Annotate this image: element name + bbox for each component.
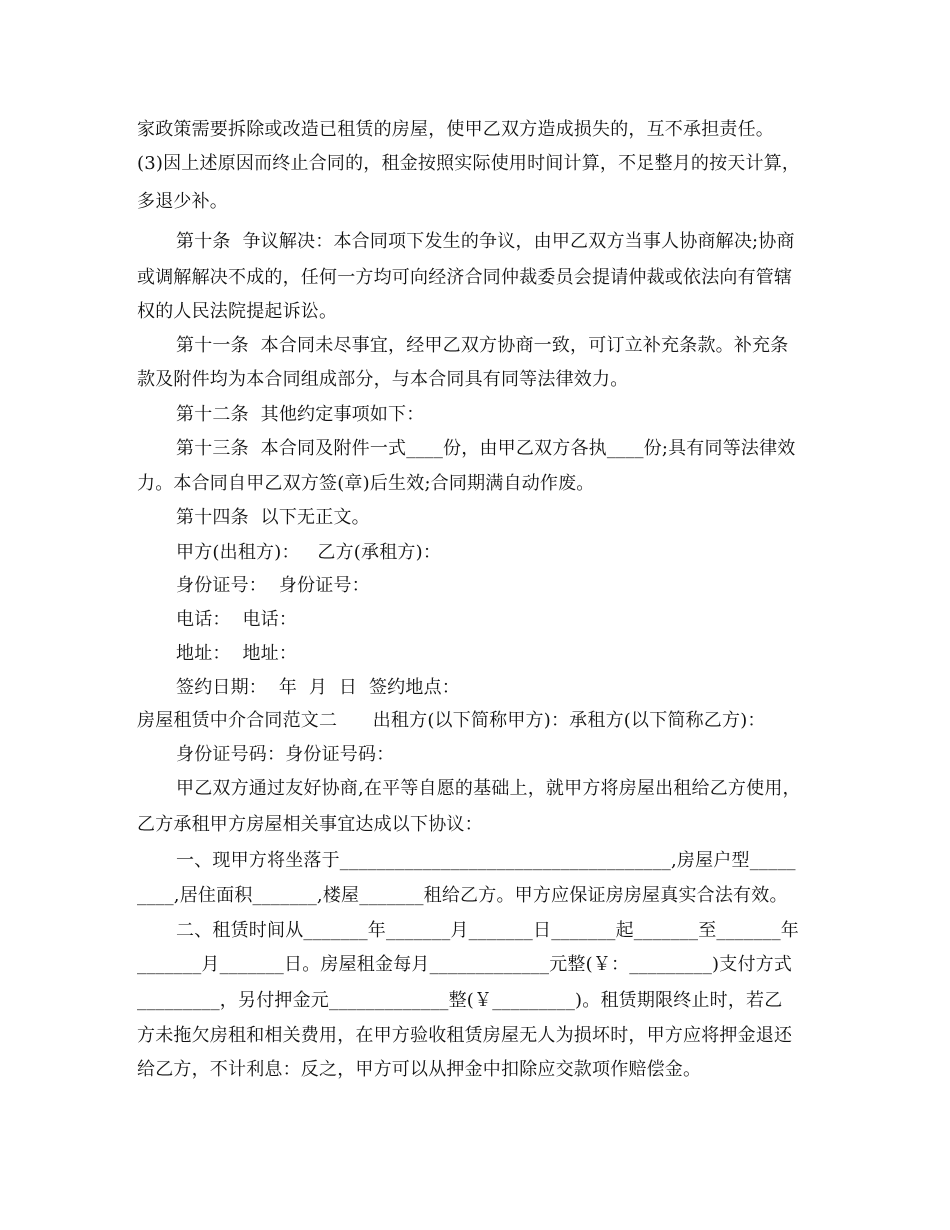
text-line: 方未拖欠房租和相关费用，在甲方验收租赁房屋无人为损坏时，甲方应将押金退还	[137, 1025, 793, 1046]
text-line: 家政策需要拆除或改造已租赁的房屋，使甲乙双方造成损失的，互不承担责任。	[137, 119, 774, 140]
sign-date-line: 签约日期： 年 月 日 签约地点：	[176, 677, 460, 698]
paragraph-start-line: 二、租赁时间从_______年_______月_______日_______起_______至_______年	[176, 920, 799, 941]
signature-party-line: 甲方(出租方)： 乙方(承租方)：	[176, 542, 442, 563]
section-title-line: 房屋租赁中介合同范文二 出租方(以下简称甲方)：承租方(以下简称乙方)：	[137, 710, 766, 731]
text-line: 力。本合同自甲乙双方签(章)后生效;合同期满自动作废。	[137, 473, 595, 494]
text-line: _______月_______日。房屋租金每月_____________元整(￥：_________)支付方式	[137, 954, 793, 975]
paragraph-start-line: 第十四条 以下无正文。	[176, 507, 370, 528]
address-line: 地址： 地址：	[176, 643, 298, 664]
paragraph-start-line: 一、现甲方将坐落于____________________________________,房屋户型_____	[176, 850, 796, 871]
paragraph-start-line: 第十三条 本合同及附件一式____份，由甲乙双方各执____份;具有同等法律效	[176, 438, 796, 459]
text-line: (3)因上述原因而终止合同的，租金按照实际使用时间计算，不足整月的按天计算，	[137, 153, 801, 174]
paragraph-start-line: 第十一条 本合同未尽事宜，经甲乙双方协商一致，可订立补充条款。补充条	[176, 335, 789, 356]
text-line: ____,居住面积_______,楼屋_______租给乙方。甲方应保证房房屋真实合法有效。	[137, 885, 788, 906]
paragraph-start-line: 第十条 争议解决：本合同项下发生的争议，由甲乙双方当事人协商解决;协商	[176, 231, 795, 252]
paragraph-start-line: 第十二条 其他约定事项如下：	[176, 404, 425, 425]
text-line: 或调解解决不成的，任何一方均可向经济合同仲裁委员会提请仲裁或依法向有管辖	[137, 267, 793, 288]
text-line: _________，另付押金元_____________整(￥_________)。租赁期限终止时，若乙	[137, 990, 783, 1011]
phone-line: 电话： 电话：	[176, 609, 298, 630]
text-line: 款及附件均为本合同组成部分，与本合同具有同等法律效力。	[137, 369, 629, 390]
id-number-line: 身份证号： 身份证号：	[176, 575, 370, 596]
id-number-line: 身份证号码：身份证号码：	[176, 744, 395, 765]
text-line: 乙方承租甲方房屋相关事宜达成以下协议：	[137, 814, 483, 835]
text-line: 权的人民法院提起诉讼。	[137, 301, 338, 322]
text-line: 给乙方，不计利息：反之，甲方可以从押金中扣除应交款项作赔偿金。	[137, 1059, 702, 1080]
text-line: 多退少补。	[137, 191, 228, 212]
paragraph-start-line: 甲乙双方通过友好协商,在平等自愿的基础上，就甲方将房屋出租给乙方使用，	[176, 778, 801, 799]
